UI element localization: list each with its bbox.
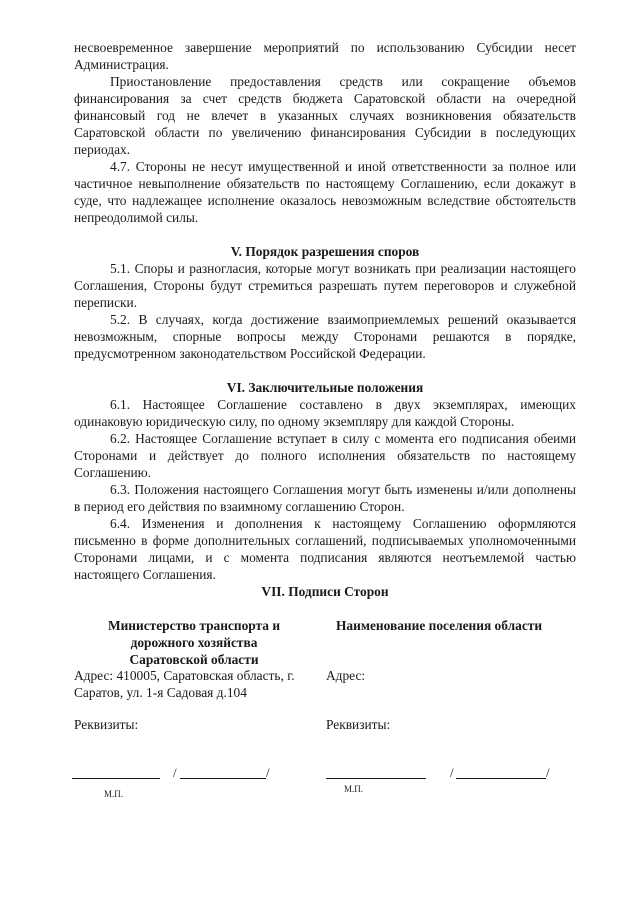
paragraph-continuation: несвоевременное завершение мероприятий по использованию Субсидии несет Администрация. <box>74 40 576 72</box>
right-slash-close: / <box>546 765 550 780</box>
left-party-org <box>92 617 296 668</box>
right-party-requisites: Реквизиты: <box>326 717 391 732</box>
paragraph-6-2: 6.2. Настоящее Соглашение вступает в силу с момента его подписания обеими Сторонами и действует до полного исполнения обязательств по настоящему Соглашению. <box>74 431 576 480</box>
paragraph-5-2: 5.2. В случаях, когда достижение взаимоприемлемых решений оказывается невозможным, спорные вопросы между Сторонами решаются в порядке, предусмотренном законодательством Российской Федерации. <box>74 312 576 361</box>
right-name-line <box>456 778 546 779</box>
right-stamp-label: М.П. <box>344 784 364 794</box>
section-7-heading: VII. Подписи Сторон <box>261 584 389 599</box>
paragraph-6-3: 6.3. Положения настоящего Соглашения могут быть изменены и/или дополнены в период его действия по взаимному соглашению Сторон. <box>74 482 576 514</box>
document-body <box>74 39 576 583</box>
left-stamp-label: М.П. <box>104 789 124 799</box>
section-6-heading: VI. Заключительные положения <box>226 380 424 395</box>
left-party-requisites: Реквизиты: <box>74 717 139 732</box>
left-party-org-name: Министерство транспорта и дорожного хозяйства Саратовской области <box>107 618 281 667</box>
left-slash-open: / <box>173 765 177 780</box>
paragraph-4-7: 4.7. Стороны не несут имущественной и иной ответственности за полное или частичное невыполнение обязательств по настоящему Соглашению, если докажут в суде, что надлежащее исполнение оказалось невозможным вследствие обстоятельств непреодолимой силы. <box>74 159 576 225</box>
right-party-org-name: Наименование поселения области <box>336 618 543 633</box>
section-5-heading: V. Порядок разрешения споров <box>230 244 420 259</box>
paragraph-6-4: 6.4. Изменения и дополнения к настоящему Соглашению оформляются письменно в форме дополнительных соглашений, подписываемых уполномоченными Сторонами лицами, и с момента подписания являются неотъемлемой частью настоящего Соглашения. <box>74 516 576 582</box>
paragraph-6-1: 6.1. Настоящее Соглашение составлено в двух экземплярах, имеющих одинаковую юридическую силу, по одному экземпляру для каждой Стороны. <box>74 397 576 429</box>
right-party-org <box>336 617 566 634</box>
left-party-address: Адрес: 410005, Саратовская область, г. Саратов, ул. 1-я Садовая д.104 <box>74 668 295 700</box>
paragraph-5-1: 5.1. Споры и разногласия, которые могут возникать при реализации настоящего Соглашения, Стороны будут стремиться разрешать путем переговоров и служебной переписки. <box>74 261 576 310</box>
right-signature-line <box>326 778 426 779</box>
right-slash-open: / <box>450 765 454 780</box>
right-party-address: Адрес: <box>326 668 366 683</box>
left-name-line <box>180 778 266 779</box>
paragraph-suspension: Приостановление предоставления средств или сокращение объемов финансирования за счет средств бюджета Саратовской области на очередной финансовый год не влечет в указанных случаях возникновения обязательств Саратовской области по увеличению финансирования Субсидии в последующих периодах. <box>74 74 576 157</box>
left-signature-line <box>72 778 160 779</box>
left-slash-close: / <box>266 765 270 780</box>
